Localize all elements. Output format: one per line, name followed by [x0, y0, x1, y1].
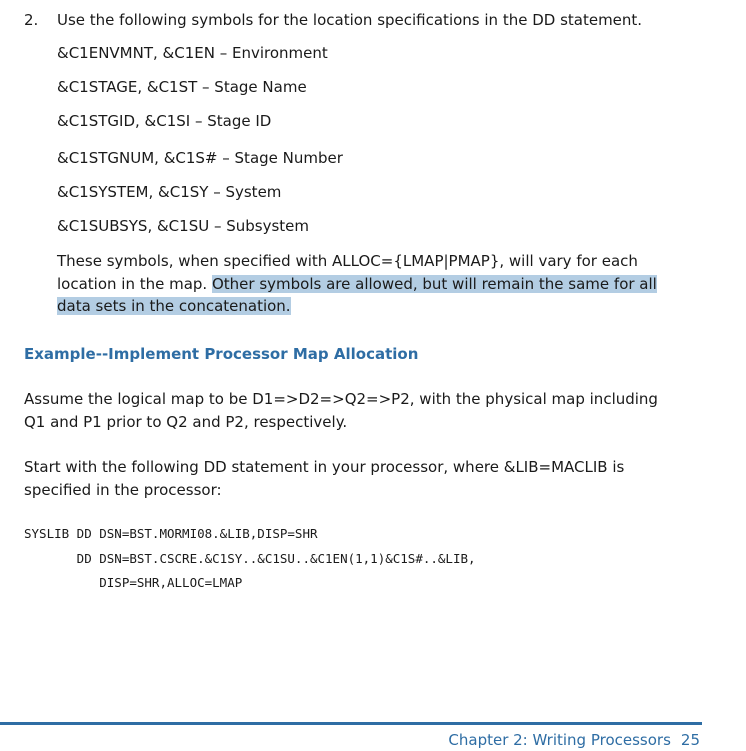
symbol-stage-number: &C1STGNUM, &C1S# – Stage Number [57, 149, 343, 167]
code-block [24, 522, 476, 596]
note-text: These symbols, when specified with ALLOC={LMAP|PMAP}, will vary for each location in the map. [57, 252, 638, 293]
list-item-intro: Use the following symbols for the location specifications in the DD statement. [57, 11, 643, 29]
footer-chapter-title: Chapter 2: Writing Processors [448, 731, 671, 749]
symbol-stage-id: &C1STGID, &C1SI – Stage ID [57, 112, 272, 130]
paragraph-dd-statement: Start with the following DD statement in your processor, where &LIB=MACLIB is specified in the processor: [24, 458, 625, 499]
symbols-note [57, 250, 677, 318]
list-item-number: 2. [24, 11, 39, 29]
code-line-1: SYSLIB DD DSN=BST.MORMI08.&LIB,DISP=SHR [24, 526, 318, 541]
section-heading: Example--Implement Processor Map Allocation [24, 345, 419, 363]
page-footer [448, 730, 700, 750]
paragraph-logical-map: Assume the logical map to be D1=>D2=>Q2=>P2, with the physical map including Q1 and P1 prior to Q2 and P2, respectively. [24, 390, 658, 431]
note-highlighted-text: Other symbols are allowed, but will remain the same for all data sets in the concatenation. [57, 274, 657, 315]
symbol-environment: &C1ENVMNT, &C1EN – Environment [57, 44, 328, 62]
footer-rule [0, 722, 702, 725]
symbol-system: &C1SYSTEM, &C1SY – System [57, 183, 282, 201]
footer-page-number: 25 [680, 731, 700, 749]
code-line-3: DISP=SHR,ALLOC=LMAP [24, 575, 243, 590]
symbol-stage-name: &C1STAGE, &C1ST – Stage Name [57, 78, 307, 96]
symbol-subsystem: &C1SUBSYS, &C1SU – Subsystem [57, 217, 310, 235]
code-line-2: DD DSN=BST.CSCRE.&C1SY..&C1SU..&C1EN(1,1)&C1S#..&LIB, [24, 550, 476, 566]
